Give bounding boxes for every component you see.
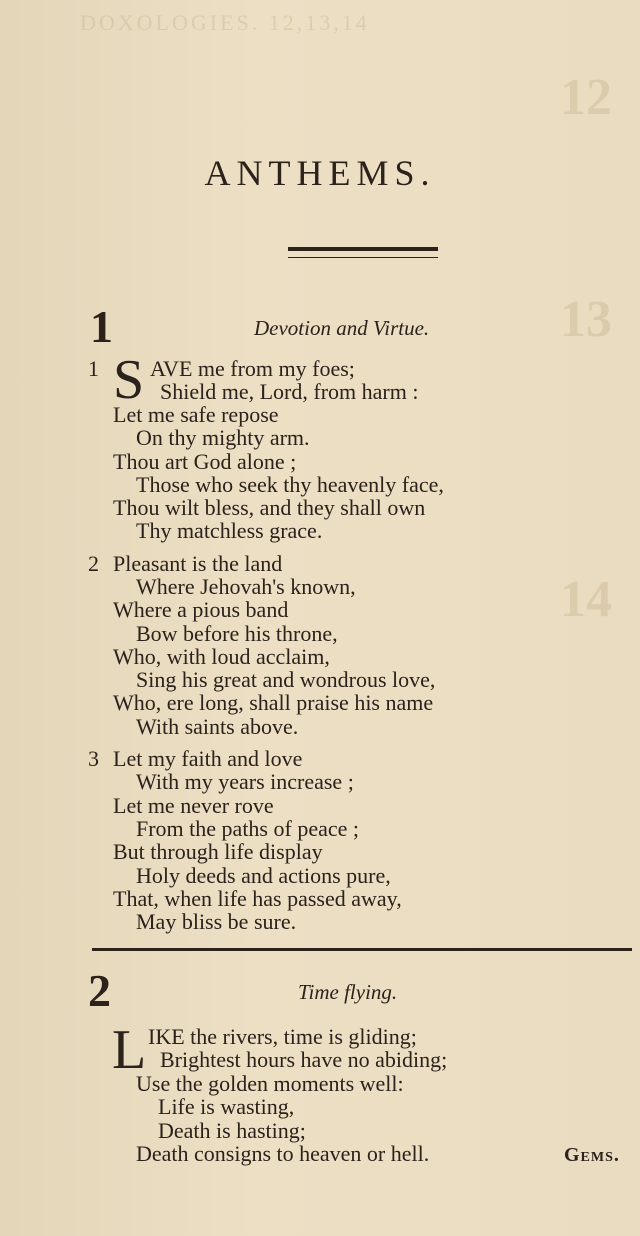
verse-line: But through life display: [113, 839, 323, 864]
verse-line: Holy deeds and actions pure,: [136, 863, 391, 888]
verse-line: Who, with loud acclaim,: [113, 644, 330, 669]
verse-line: Where Jehovah's known,: [136, 574, 356, 599]
drop-cap: S: [113, 349, 145, 411]
verse-line: With saints above.: [136, 714, 299, 739]
verse-line: Brightest hours have no abiding;: [160, 1047, 448, 1072]
stanza-number: 3: [88, 746, 99, 771]
verse-line: Let me never rove: [113, 793, 274, 818]
verse-line: Pleasant is the land: [113, 551, 283, 576]
verse-line: Death is hasting;: [158, 1118, 306, 1143]
verse-line: On thy mighty arm.: [136, 425, 310, 450]
verse-line: Sing his great and wondrous love,: [136, 667, 436, 692]
verse-line: Bow before his throne,: [136, 621, 338, 646]
verse-line: IKE the rivers, time is gliding;: [148, 1024, 417, 1049]
verse-line: May bliss be sure.: [136, 909, 297, 934]
verse-line: Thy matchless grace.: [136, 518, 323, 543]
stanza-number: 1: [88, 356, 99, 381]
stanza-number: 2: [88, 551, 99, 576]
verse-line: Where a pious band: [113, 597, 289, 622]
hymn-title: Devotion and Virtue.: [254, 316, 430, 340]
verse-line: Shield me, Lord, from harm :: [160, 379, 419, 404]
hymn-number: 2: [88, 965, 111, 1016]
verse-line: Let my faith and love: [113, 746, 303, 771]
section-divider: [92, 948, 632, 951]
bleed-through: DOXOLOGIES. 12,13,14 12 13 14: [80, 10, 612, 628]
verse-line: Those who seek thy heavenly face,: [136, 472, 444, 497]
hymn-title: Time flying.: [298, 980, 398, 1004]
verse-line: Who, ere long, shall praise his name: [113, 690, 434, 715]
catchword: Gems.: [564, 1144, 620, 1166]
title-rule-thick: [288, 247, 438, 251]
verse-line: Use the golden moments well:: [136, 1071, 404, 1096]
page-title: ANTHEMS.: [204, 153, 436, 193]
verse-line: From the paths of peace ;: [136, 816, 359, 841]
drop-cap: L: [112, 1019, 147, 1081]
verse-line: Death consigns to heaven or hell.: [136, 1141, 430, 1166]
hymn-number: 1: [90, 301, 113, 352]
verse-line: With my years increase ;: [136, 769, 354, 794]
verse-line: Thou wilt bless, and they shall own: [113, 495, 426, 520]
verse-line: AVE me from my foes;: [150, 356, 355, 381]
verse-line: That, when life has passed away,: [113, 886, 402, 911]
verse-line: Thou art God alone ;: [113, 449, 297, 474]
verse-line: Let me safe repose: [113, 402, 279, 427]
verse-line: Life is wasting,: [158, 1094, 295, 1119]
title-rule-thin: [288, 257, 438, 258]
